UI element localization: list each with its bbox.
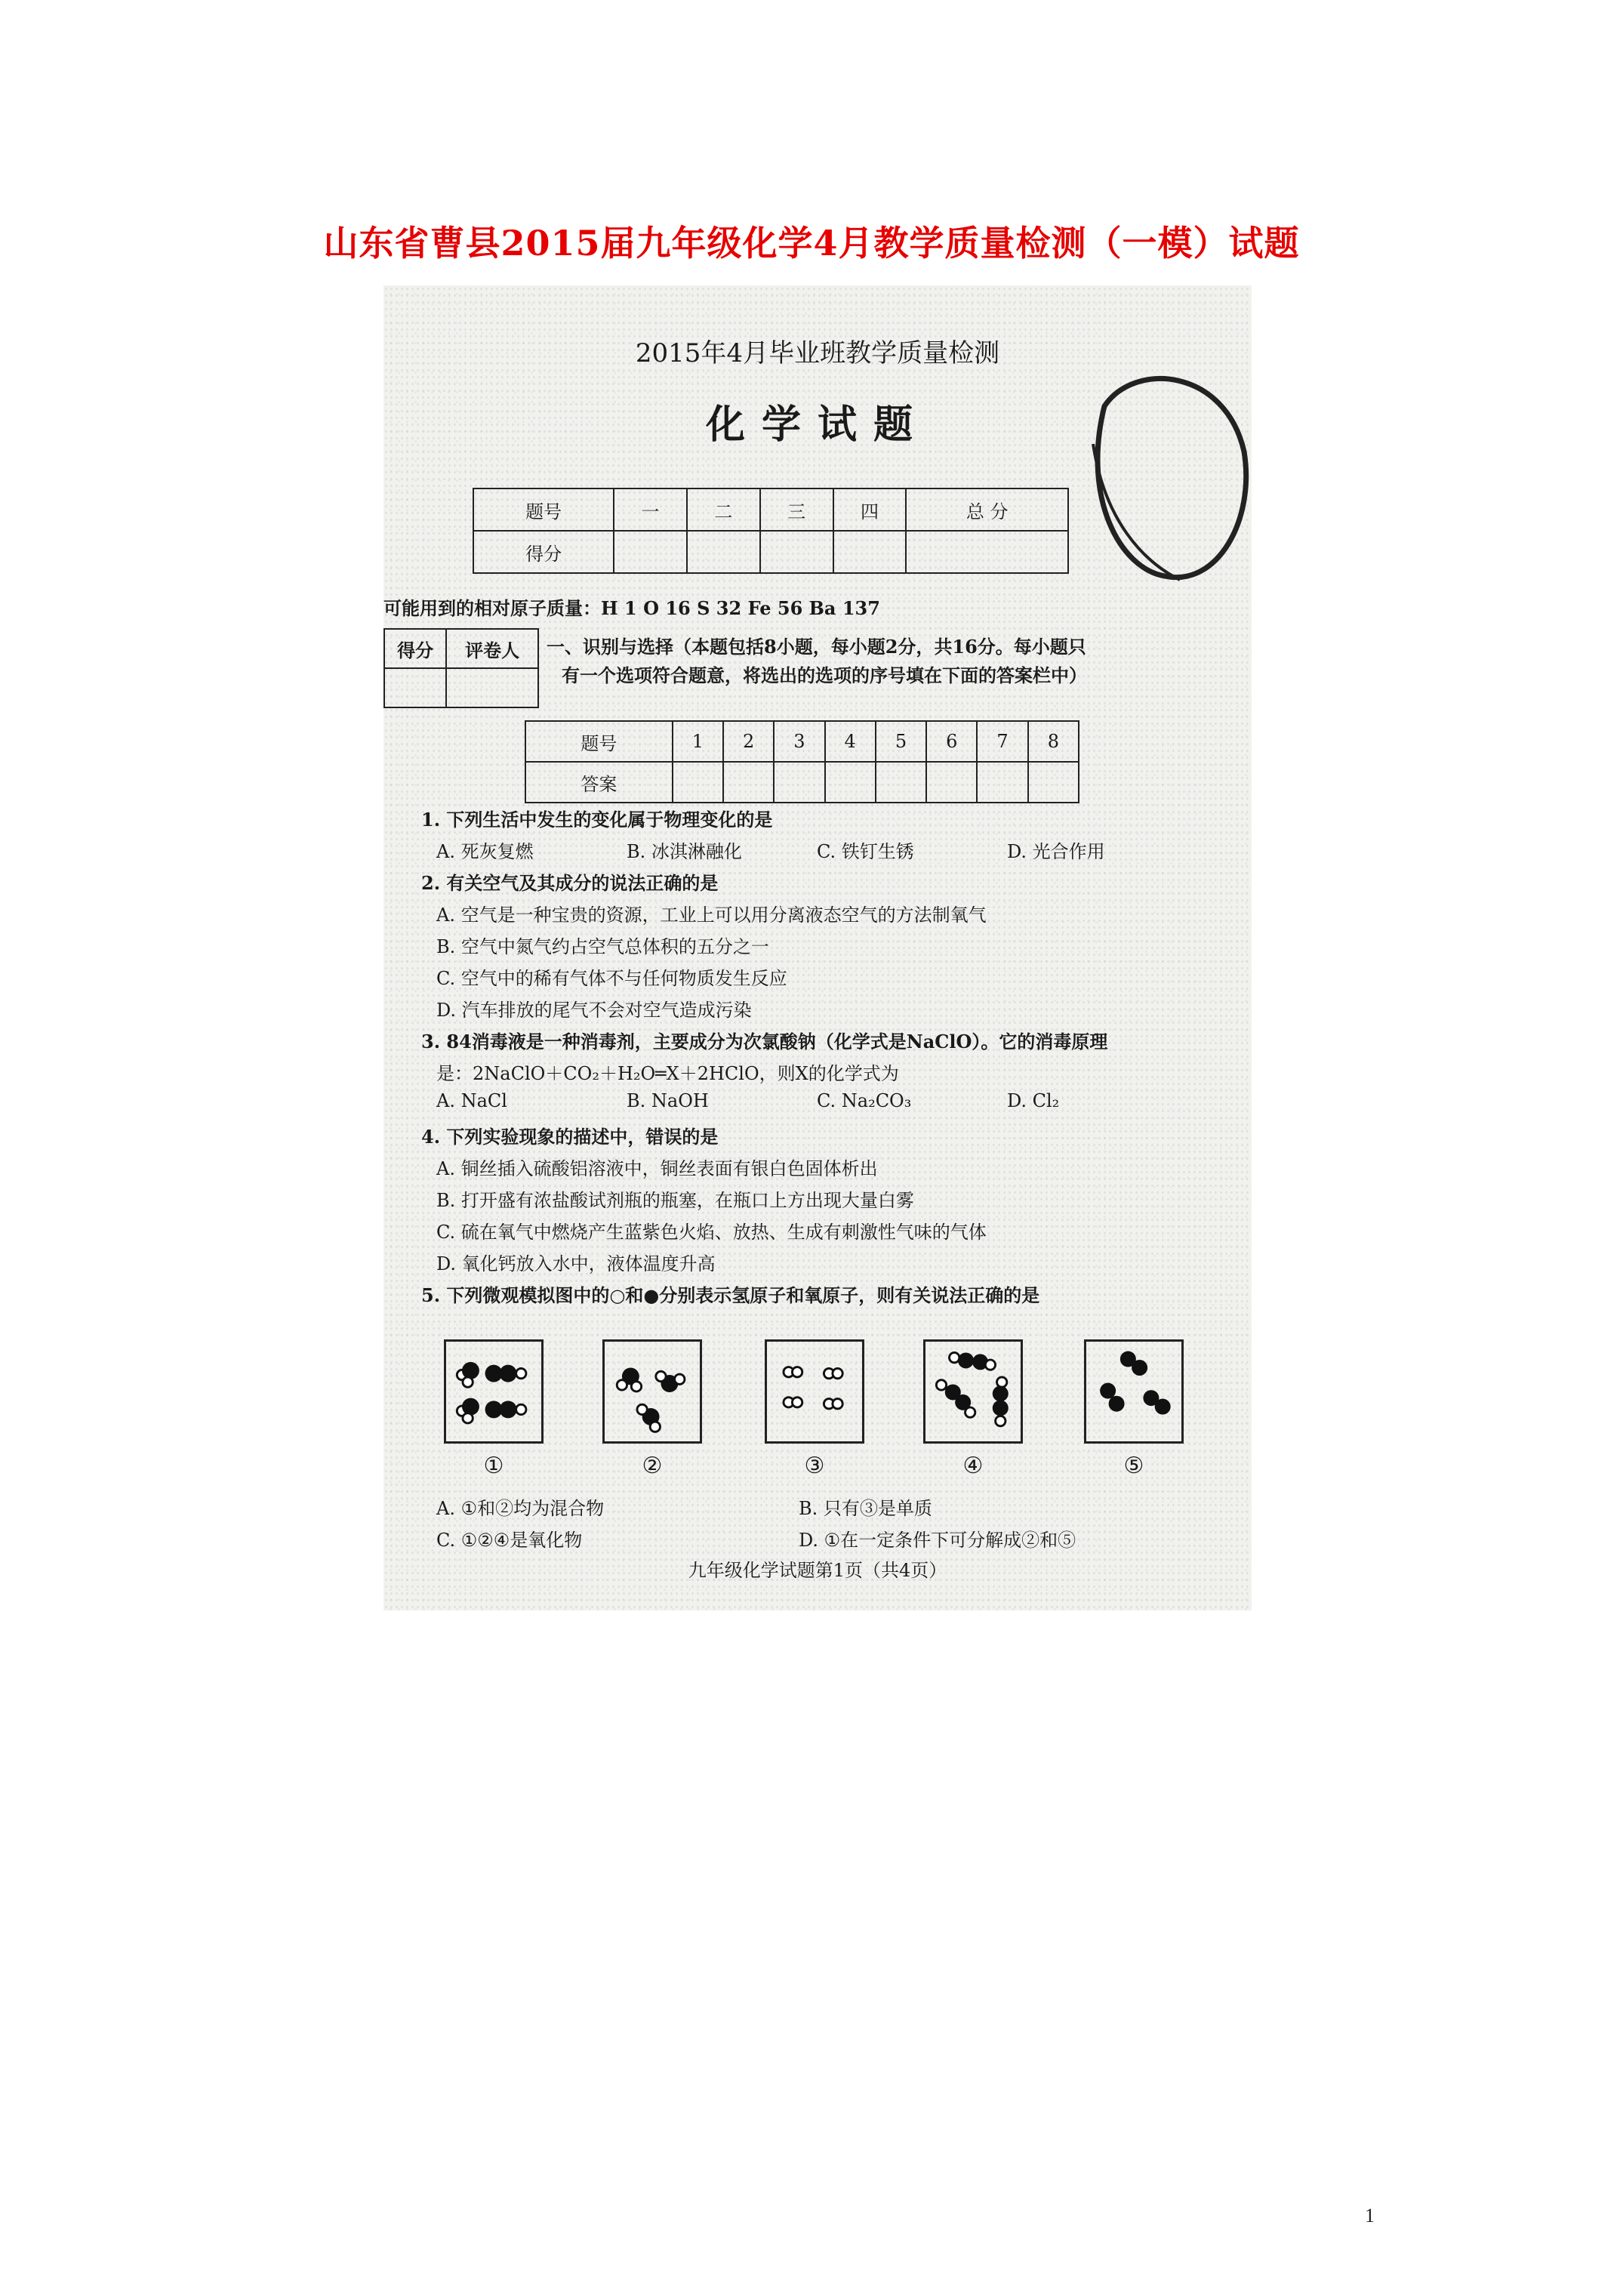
answer-header-cell: 4: [825, 721, 876, 762]
scanned-exam-page: [383, 285, 1252, 1610]
exam-page-footer: 九年级化学试题第1页（共4页）: [688, 1560, 947, 1581]
exam-header: 2015年4月毕业班教学质量检测: [635, 338, 1000, 368]
score-header-cell: 二: [687, 488, 760, 531]
question-3-stem-cont: 是：2NaClO＋CO₂＋H₂O═X＋2HClO，则X的化学式为: [436, 1063, 899, 1084]
section-heading-line: 一、识别与选择（本题包括8小题，每小题2分，共16分。每小题只: [547, 636, 1086, 658]
score-cell: [614, 531, 687, 573]
answer-header-cell: 2: [723, 721, 774, 762]
grader-score-label: 得分: [384, 629, 446, 668]
answer-cell: [926, 762, 977, 803]
question-2-stem: 2. 有关空气及其成分的说法正确的是: [421, 872, 719, 894]
score-cell: [906, 531, 1068, 573]
option-a: A. NaCl: [436, 1090, 507, 1111]
molecule-model-5: [1084, 1339, 1184, 1444]
question-4-option-c: C. 硫在氧气中燃烧产生蓝紫色火焰、放热、生成有刺激性气味的气体: [436, 1222, 987, 1243]
answer-cell: [876, 762, 926, 803]
option-b: B. 只有③是单质: [799, 1498, 932, 1519]
question-2-option-a: A. 空气是一种宝贵的资源，工业上可以用分离液态空气的方法制氧气: [436, 905, 987, 926]
option-d: D. ①在一定条件下可分解成②和⑤: [799, 1530, 1076, 1551]
question-4-stem: 4. 下列实验现象的描述中，错误的是: [421, 1126, 719, 1148]
ink-mark: [1074, 361, 1252, 587]
atomic-mass-line: 可能用到的相对原子质量：H 1 O 16 S 32 Fe 56 Ba 137: [383, 597, 880, 619]
molecule-model-2: [602, 1339, 702, 1444]
question-5-stem: 5. 下列微观模拟图中的○和●分别表示氢原子和氧原子，则有关说法正确的是: [421, 1284, 1040, 1306]
score-cell: [687, 531, 760, 573]
answer-header-cell: 题号: [525, 721, 673, 762]
option-b: B. 冰淇淋融化: [627, 841, 742, 862]
score-header-cell: 一: [614, 488, 687, 531]
exam-title: 化学试题: [705, 402, 929, 448]
score-header-cell: 总 分: [906, 488, 1068, 531]
option-c: C. 铁钉生锈: [817, 841, 914, 862]
answer-header-cell: 1: [673, 721, 723, 762]
molecule-label: ⑤: [1123, 1453, 1144, 1479]
section-heading: [547, 633, 1241, 690]
question-1-options: [436, 837, 1197, 863]
question-5-options-row2: [436, 1525, 1076, 1552]
score-row-label: 得分: [473, 531, 614, 573]
grader-cell: [446, 668, 538, 707]
option-c: C. ①②④是氧化物: [436, 1530, 583, 1551]
answer-cell: [1028, 762, 1079, 803]
question-2-option-b: B. 空气中氮气约占空气总体积的五分之一: [436, 936, 769, 957]
option-c: C. Na₂CO₃: [817, 1090, 912, 1111]
question-1-stem: 1. 下列生活中发生的变化属于物理变化的是: [421, 809, 773, 831]
question-2-option-c: C. 空气中的稀有气体不与任何物质发生反应: [436, 968, 787, 989]
score-header-cell: 四: [833, 488, 907, 531]
molecule-model-4: [923, 1339, 1023, 1444]
answer-table: [525, 720, 1079, 803]
question-2-option-d: D. 汽车排放的尾气不会对空气造成污染: [436, 1000, 752, 1021]
option-a: A. 死灰复燃: [436, 841, 534, 862]
question-4-option-a: A. 铜丝插入硫酸铝溶液中，铜丝表面有银白色固体析出: [436, 1158, 878, 1179]
option-b: B. NaOH: [627, 1090, 709, 1111]
answer-header-cell: 3: [774, 721, 824, 762]
answer-header-cell: 7: [977, 721, 1027, 762]
document-title: 山东省曹县2015届九年级化学4月教学质量检测（一模）试题: [323, 223, 1300, 264]
answer-cell: [723, 762, 774, 803]
answer-header-cell: 8: [1028, 721, 1079, 762]
molecule-model-3: [765, 1339, 864, 1444]
question-4-option-d: D. 氧化钙放入水中，液体温度升高: [436, 1253, 716, 1274]
answer-header-cell: 5: [876, 721, 926, 762]
answer-cell: [673, 762, 723, 803]
molecule-label: ③: [804, 1453, 825, 1479]
answer-header-cell: 6: [926, 721, 977, 762]
molecule-label: ④: [962, 1453, 984, 1479]
question-4-option-b: B. 打开盛有浓盐酸试剂瓶的瓶塞，在瓶口上方出现大量白雾: [436, 1190, 914, 1211]
score-header-cell: 三: [760, 488, 833, 531]
score-header-cell: 题号: [473, 488, 614, 531]
question-5-options-row1: [436, 1493, 932, 1520]
answer-cell: [774, 762, 824, 803]
molecule-label: ①: [483, 1453, 504, 1479]
option-d: D. 光合作用: [1007, 841, 1105, 862]
answer-cell: [977, 762, 1027, 803]
answer-row-label: 答案: [525, 762, 673, 803]
answer-cell: [825, 762, 876, 803]
score-table: [473, 488, 1069, 574]
section-heading-line: 有一个选项符合题意，将选出的选项的序号填在下面的答案栏中）: [562, 664, 1087, 686]
option-a: A. ①和②均为混合物: [436, 1498, 605, 1519]
page-number: 1: [1365, 2205, 1375, 2227]
grader-cell: [384, 668, 446, 707]
molecule-model-1: [444, 1339, 544, 1444]
grader-table: [383, 628, 539, 708]
score-cell: [833, 531, 907, 573]
molecule-label: ②: [642, 1453, 663, 1479]
question-3-options: [436, 1090, 1197, 1111]
option-d: D. Cl₂: [1007, 1090, 1060, 1111]
grader-label: 评卷人: [446, 629, 538, 668]
score-cell: [760, 531, 833, 573]
question-3-stem: 3. 84消毒液是一种消毒剂，主要成分为次氯酸钠（化学式是NaClO）。它的消毒原理: [421, 1031, 1108, 1052]
